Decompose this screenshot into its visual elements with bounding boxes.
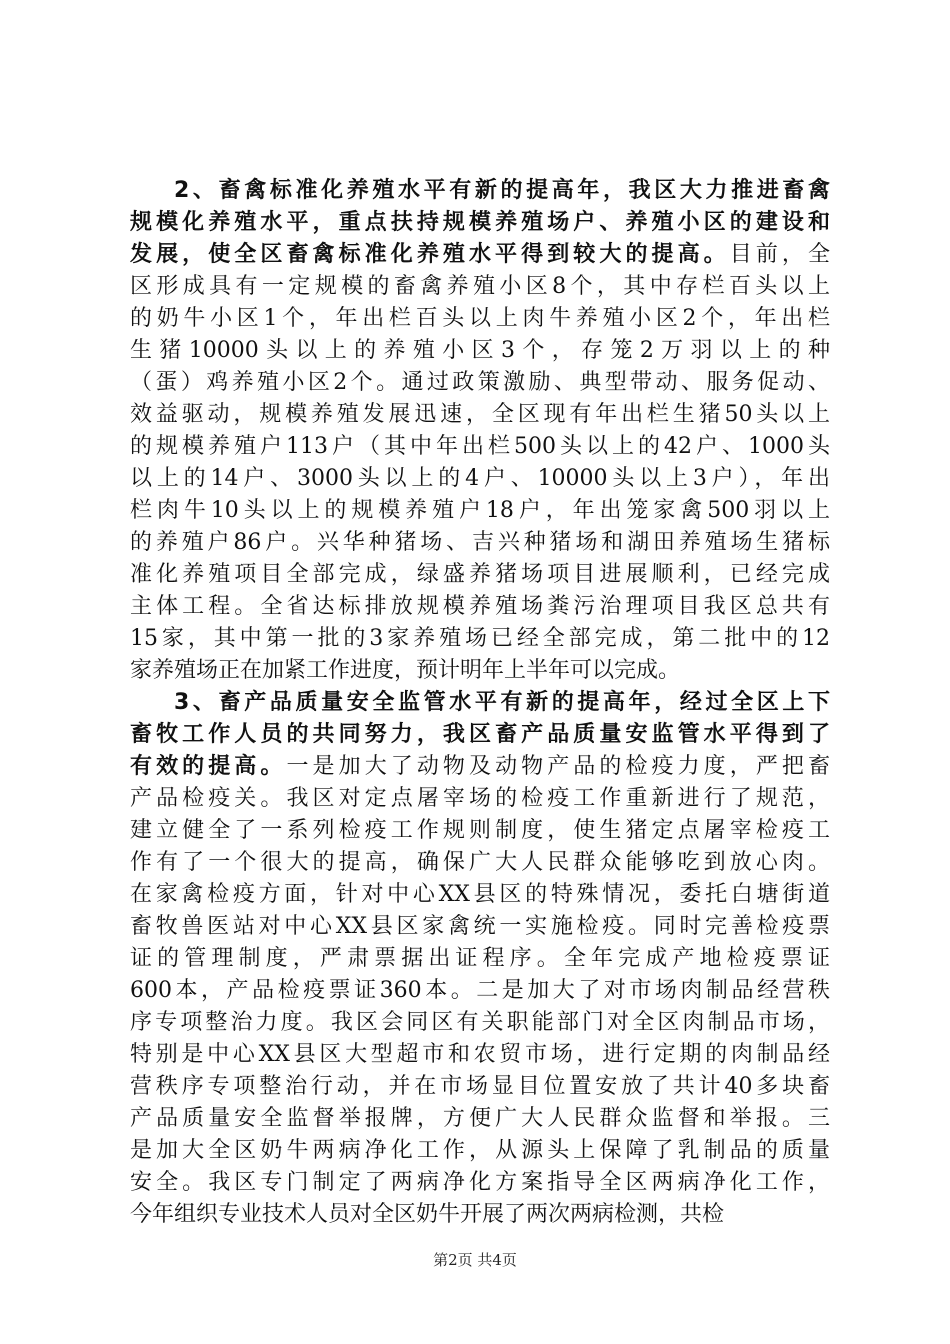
bold-lead-text: 畜牧工作人员的共同努力，我区畜产品质量安监管水平得到了 [130,722,830,747]
paragraph [130,687,830,1231]
text-line [130,783,830,815]
body-text: 15家，其中第一批的3家养殖场已经全部完成，第二批中的12 [130,626,830,651]
text-line [130,623,830,655]
text-line [130,527,830,559]
text-line [130,1039,830,1071]
body-text: 在家禽检疫方面，针对中心XX县区的特殊情况，委托白塘街道 [130,882,830,907]
body-text: 的养殖户86户。兴华种猪场、吉兴种猪场和湖田养殖场生猪标 [130,530,830,555]
text-line [130,207,830,239]
body-text: 生猪10000头以上的养殖小区3个，存笼2万羽以上的种 [130,338,830,363]
page-footer: 第2页 共4页 [433,1251,517,1269]
text-line [130,1007,830,1039]
body-text: 产品检疫关。我区对定点屠宰场的检疫工作重新进行了规范， [130,786,830,811]
body-text: 畜牧兽医站对中心XX县区家禽统一实施检疫。同时完善检疫票 [130,914,830,939]
text-line [130,495,830,527]
bold-lead-text: 发展，使全区畜禽标准化养殖水平得到较大的提高。 [130,242,730,267]
bold-lead-text: 有效的提高。 [130,754,287,779]
body-text: 的规模养殖户113户（其中年出栏500头以上的42户、1000头 [130,434,830,459]
text-line [130,175,830,207]
body-text: 建立健全了一系列检疫工作规则制度，使生猪定点屠宰检疫工 [130,818,830,843]
body-text: 目前，全 [729,242,830,267]
bold-lead-text: 2、畜禽标准化养殖水平有新的提高年，我区大力推进畜禽 [174,178,830,203]
text-line [130,399,830,431]
body-text: 证的管理制度，严肃票据出证程序。全年完成产地检疫票证 [130,946,830,971]
text-line [130,655,830,687]
text-line [130,1135,830,1167]
body-text: 效益驱动，规模养殖发展迅速，全区现有年出栏生猪50头以上 [130,402,830,427]
document-body [130,175,830,1231]
body-text: 600本，产品检疫票证360本。二是加大了对市场肉制品经营秩 [130,978,830,1003]
text-line [130,1199,830,1231]
text-line [130,879,830,911]
body-text: 产品质量安全监督举报牌，方便广大人民群众监督和举报。三 [130,1106,830,1131]
text-line [130,911,830,943]
body-text: 的奶牛小区1个，年出栏百头以上肉牛养殖小区2个，年出栏 [130,306,830,331]
body-text: 营秩序专项整治行动，并在市场显目位置安放了共计40多块畜 [130,1074,830,1099]
body-text: 作有了一个很大的提高，确保广大人民群众能够吃到放心肉。 [130,850,830,875]
text-line [130,463,830,495]
body-text: 是加大全区奶牛两病净化工作，从源头上保障了乳制品的质量 [130,1138,830,1163]
body-text: 安全。我区专门制定了两病净化方案指导全区两病净化工作， [130,1170,830,1195]
body-text: 区形成具有一定规模的畜禽养殖小区8个，其中存栏百头以上 [130,274,830,299]
text-line [130,943,830,975]
text-line [130,847,830,879]
bold-lead-text: 3、畜产品质量安全监管水平有新的提高年，经过全区上下 [174,690,830,715]
body-text: 特别是中心XX县区大型超市和农贸市场，进行定期的肉制品经 [130,1042,830,1067]
body-text: 以上的14户、3000头以上的4户、10000头以上3户），年出 [130,466,830,491]
body-text: 今年组织专业技术人员对全区奶牛开展了两次两病检测，共检 [130,1202,725,1227]
body-text: （蛋）鸡养殖小区2个。通过政策激励、典型带动、服务促动、 [130,370,830,395]
text-line [130,271,830,303]
text-line [130,1167,830,1199]
body-text: 家养殖场正在加紧工作进度，预计明年上半年可以完成。 [130,658,681,683]
body-text: 一是加大了动物及动物产品的检疫力度，严把畜 [286,754,830,779]
text-line [130,303,830,335]
body-text: 序专项整治力度。我区会同区有关职能部门对全区肉制品市场， [130,1010,830,1035]
text-line [130,367,830,399]
body-text: 准化养殖项目全部完成，绿盛养猪场项目进展顺利，已经完成 [130,562,830,587]
text-line [130,239,830,271]
text-line [130,751,830,783]
text-line [130,1103,830,1135]
text-line [130,687,830,719]
body-text: 主体工程。全省达标排放规模养殖场粪污治理项目我区总共有 [130,594,830,619]
text-line [130,1071,830,1103]
body-text: 栏肉牛10头以上的规模养殖户18户，年出笼家禽500羽以上 [130,498,830,523]
paragraph [130,175,830,687]
text-line [130,335,830,367]
text-line [130,431,830,463]
text-line [130,719,830,751]
text-line [130,975,830,1007]
text-line [130,559,830,591]
text-line [130,591,830,623]
bold-lead-text: 规模化养殖水平，重点扶持规模养殖场户、养殖小区的建设和 [130,210,830,235]
text-line [130,815,830,847]
